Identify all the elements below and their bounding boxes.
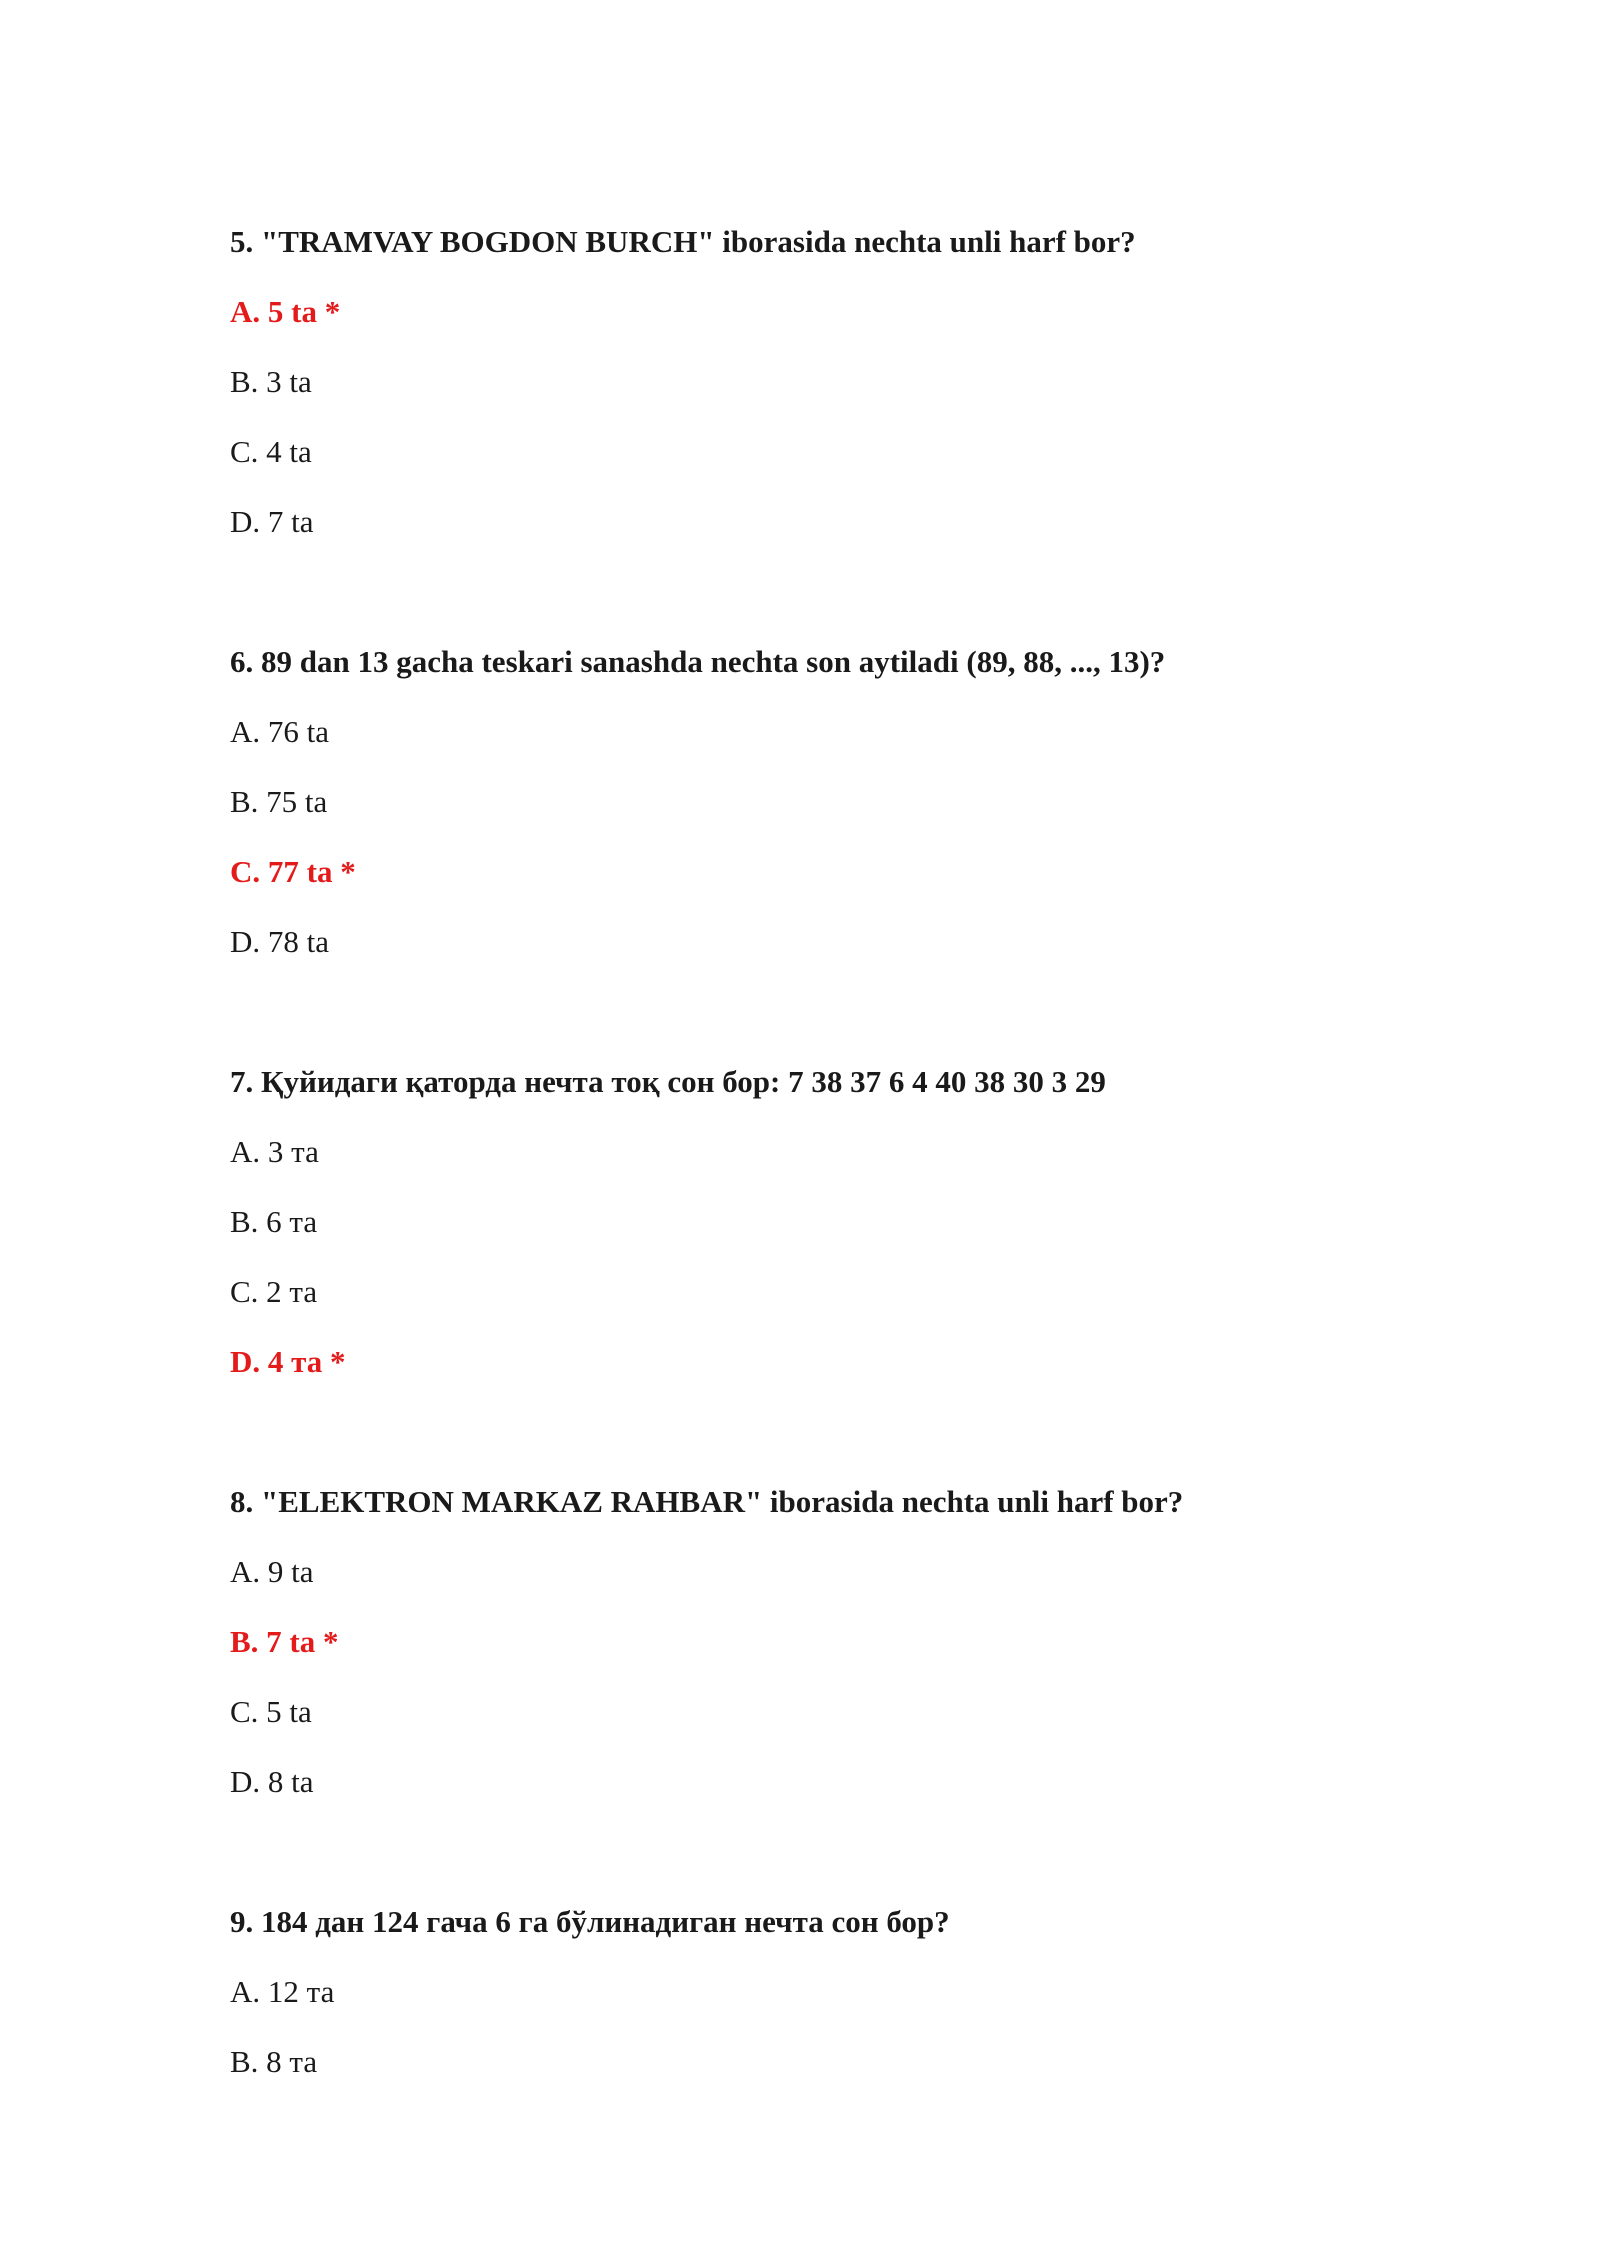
option-d: D. 4 та *: [230, 1344, 346, 1379]
option-b: B. 75 ta: [230, 784, 328, 819]
option-a: A. 3 та: [230, 1134, 319, 1169]
question-text: 6. 89 dan 13 gacha teskari sanashda nechta son aytiladi (89, 88, ..., 13)?: [230, 644, 1166, 679]
option-c: C. 4 ta: [230, 434, 312, 469]
option-b: B. 6 та: [230, 1204, 318, 1239]
question-9: [230, 1902, 1430, 2082]
option-b: B. 8 та: [230, 2044, 318, 2079]
question-7: [230, 1062, 1430, 1382]
option-d: D. 78 ta: [230, 924, 330, 959]
question-text: 8. "ELEKTRON MARKAZ RAHBAR" iborasida nechta unli harf bor?: [230, 1484, 1184, 1519]
question-text: 9. 184 дан 124 гача 6 га бўлинадиган нечта сон бор?: [230, 1904, 950, 1939]
option-a: A. 9 ta: [230, 1554, 314, 1589]
question-text: 5. "TRAMVAY BOGDON BURCH" iborasida nechta unli harf bor?: [230, 224, 1136, 259]
option-a: A. 76 ta: [230, 714, 330, 749]
question-6: [230, 642, 1430, 962]
question-text: 7. Қуйидаги қаторда нечта тоқ сон бор: 7 38 37 6 4 40 38 30 3 29: [230, 1064, 1106, 1099]
option-b: B. 7 ta *: [230, 1624, 339, 1659]
question-5: [230, 222, 1430, 542]
option-a: A. 12 та: [230, 1974, 335, 2009]
option-a: A. 5 ta *: [230, 294, 341, 329]
option-d: D. 8 ta: [230, 1764, 314, 1799]
option-c: C. 5 ta: [230, 1694, 312, 1729]
option-d: D. 7 ta: [230, 504, 314, 539]
option-c: C. 2 та: [230, 1274, 318, 1309]
option-b: B. 3 ta: [230, 364, 312, 399]
option-c: C. 77 ta *: [230, 854, 356, 889]
question-8: [230, 1482, 1430, 1802]
